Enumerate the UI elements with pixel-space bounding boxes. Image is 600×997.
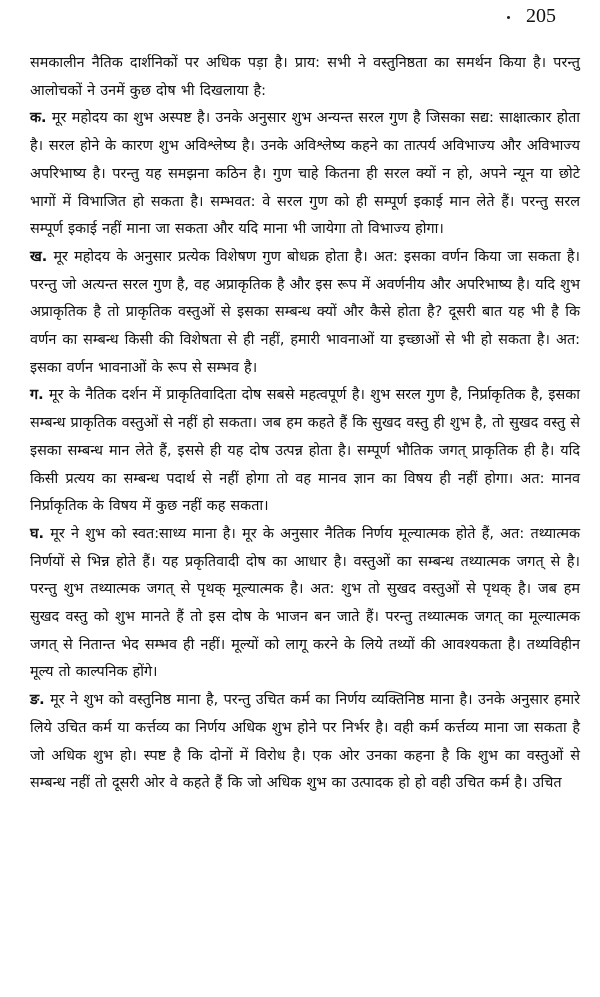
point-gha-paragraph	[30, 521, 580, 687]
intro-paragraph	[30, 50, 580, 105]
paragraph-text: मूर ने शुभ को वस्तुनिष्ठ माना है, परन्तु उचित कर्म का निर्णय व्यक्तिनिष्ठ माना है। उनके अनुसार हमारे लिये उचित कर्म या कर्त्तव्य का निर्णय अधिक शुभ होने पर निर्भर है। वही कर्म कर्त्तव्य माना जा सकता है जो अधिक शुभ हो। स्पष्ट है कि दोनों में विरोध है। एक ओर उनका कहना है कि शुभ का वस्तुओं से सम्बन्ध नहीं तो दूसरी ओर वे कहते हैं कि जो अधिक शुभ का उत्पादक हो हो वही उचित कर्म है। उचित	[30, 692, 580, 792]
paragraph-text: समकालीन नैतिक दार्शनिकों पर अधिक पड़ा है। प्राय: सभी ने वस्तुनिष्ठता का समर्थन किया है। परन्तु आलोचकों ने उनमें कुछ दोष भी दिखलाया है:	[30, 55, 580, 99]
point-marker: ख.	[30, 248, 48, 265]
point-marker: ग.	[30, 387, 44, 404]
point-kha-paragraph	[30, 244, 580, 383]
point-ga-paragraph	[30, 382, 580, 521]
point-marker: क.	[30, 110, 47, 127]
paragraph-text: मूर ने शुभ को स्वत:साध्य माना है। मूर के अनुसार नैतिक निर्णय मूल्यात्मक होते हैं, अत: तथ्यात्मक निर्णयों से भिन्न होते हैं। यह प्रकृतिवादी दोष का आधार है। वस्तुओं का सम्बन्ध तथ्यात्मक जगत् से है। परन्तु शुभ तथ्यात्मक जगत् से पृथक् मूल्यात्मक है। अत: शुभ तो सुखद वस्तुओं से पृथक् है। जब हम सुखद वस्तु को शुभ मानते हैं तो इस दोष के भाजन बन जाते हैं। परन्तु तथ्यात्मक जगत् का मूल्यात्मक जगत् से नितान्त भेद सम्भव ही नहीं। मूल्यों को लागू करने के लिये तथ्यों की आवश्यकता है। तथ्यविहीन मूल्य तो काल्पनिक होंगे।	[30, 525, 580, 681]
scan-speck	[507, 16, 510, 19]
paragraph-text: मूर महोदय का शुभ अस्पष्ट है। उनके अनुसार शुभ अन्यन्त सरल गुण है जिसका सद्य: साक्षात्कार होता है। सरल होने के कारण शुभ अविश्लेष्य है। उनके अविश्लेष्य कहने का तात्पर्य अविभाज्य और अविभाज्य अपरिभाष्य है। परन्तु यह समझना कठिन है। गुण चाहे कितना ही सरल क्यों न हो, अपने न्यून या छोटे भागों में विभाजित हो सकता है। सम्भवत: वे सरल गुण को ही सम्पूर्ण इकाई मान लेते हैं। परन्तु सरल सम्पूर्ण इकाई नहीं माना जा सकता और यदि माना भी जायेगा तो विभाज्य होगा।	[30, 110, 580, 238]
point-ka-paragraph	[30, 105, 580, 244]
point-nga-paragraph	[30, 687, 580, 798]
page-number: 205	[526, 5, 556, 27]
paragraph-text: मूर महोदय के अनुसार प्रत्येक विशेषण गुण बोधक्र होता है। अत: इसका वर्णन किया जा सकता है। परन्तु जो अत्यन्त सरल गुण है, वह अप्राकृतिक है और इस रूप में अवर्णनीय और अपरिभाष्य है। यदि शुभ अप्राकृतिक है तो प्राकृतिक वस्तुओं से इसका सम्बन्ध क्यों और कैसे होता है? दूसरी बात यह भी है कि वर्णन का सम्बन्ध किसी की विशेषता से ही नहीं, हमारी भावनाओं या इच्छाओं से भी हो सकता है। अत: इसका वर्णन भावनाओं के रूप से सम्भव है।	[30, 248, 580, 376]
paragraph-text: मूर के नैतिक दर्शन में प्राकृतिवादिता दोष सबसे महत्वपूर्ण है। शुभ सरल गुण है, निर्प्राकृतिक है, इसका सम्बन्ध प्राकृतिक वस्तुओं से नहीं हो सकता। जब हम कहते हैं कि सुखद वस्तु ही शुभ है, तो सुखद वस्तु से इसका सम्बन्ध मान लेते हैं, इससे ही यह दोष उत्पन्न होता है। सम्पूर्ण भौतिक जगत् प्राकृतिक ही है। यदि किसी प्रत्यय का सम्बन्ध पदार्थ से नहीं होगा तो वह मानव ज्ञान का विषय ही नहीं होगा। अत: मानव निर्प्राकृतिक के विषय में कुछ नहीं कह सकता।	[30, 387, 580, 515]
point-marker: घ.	[30, 525, 44, 542]
body-text	[30, 50, 580, 798]
point-marker: ङ.	[30, 692, 45, 709]
